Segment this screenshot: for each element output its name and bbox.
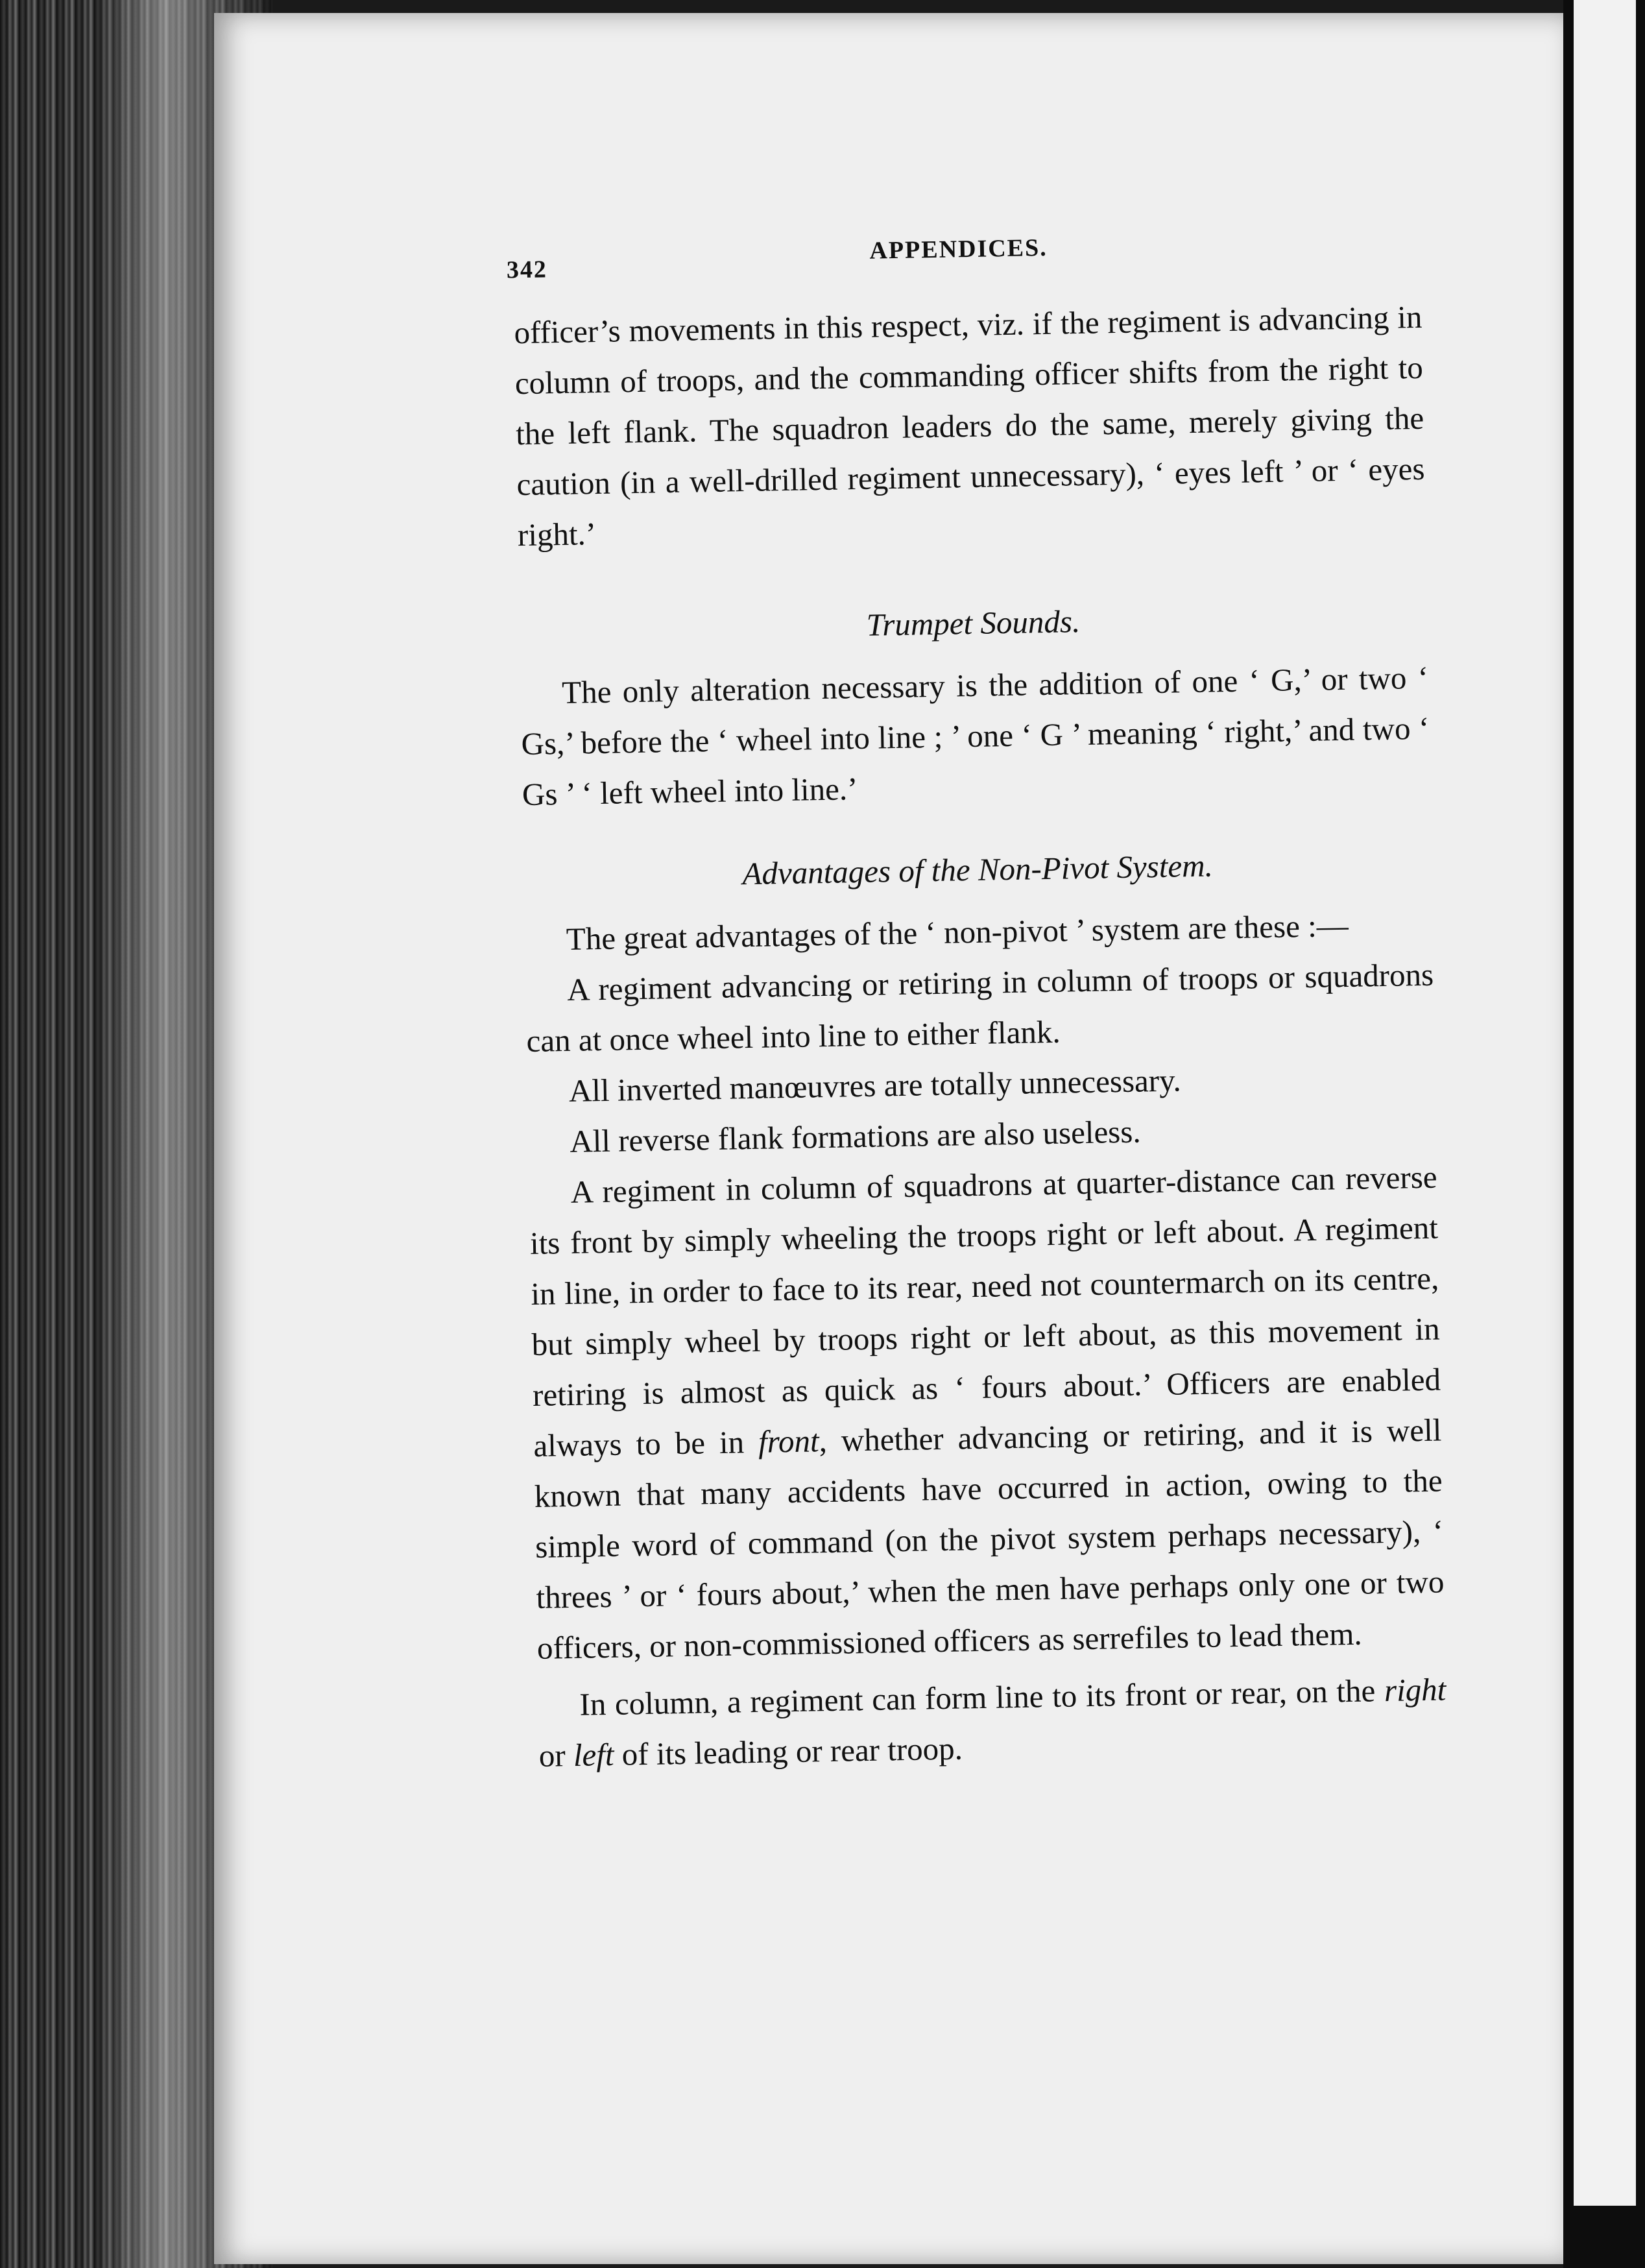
section-heading-advantages: Advantages of the Non-Pivot System. bbox=[742, 847, 1214, 892]
running-title: APPENDICES. bbox=[869, 234, 1048, 265]
paragraph bbox=[538, 1664, 1448, 1781]
paragraph: A regiment advancing or retiring in column of troops or squadrons can at once wheel into line to either flank. bbox=[526, 956, 1434, 1059]
page-number: 342 bbox=[506, 256, 548, 284]
italic-text: front bbox=[758, 1423, 820, 1460]
paragraph: officer’s movements in this respect, viz. if the regiment is advancing in column of troops, and the commanding officer shifts from the right to the left flank. The squadron leaders do the same, merely giving the caution (in a well-drilled regiment unnecessary), ‘ eyes left ’ or ‘ eyes right.’ bbox=[514, 298, 1425, 553]
body-text bbox=[514, 292, 1447, 1781]
section-heading-trumpet-sounds: Trumpet Sounds. bbox=[866, 603, 1081, 643]
text-run: A regiment in column of squadrons at quarter-distance can reverse its front by simply wheeling the troops right or left about. A regiment in line, in order to face to its rear, need not countermarch on its centre, but simply wheel by troops right or left about, as this movement in retiring is almost as quick as ‘ fours about.’ Officers are enabled always to be in bbox=[529, 1159, 1441, 1464]
facing-page-edge bbox=[1563, 0, 1645, 2268]
text-run: or bbox=[538, 1737, 574, 1774]
text-run: In column, a regiment can form line to its front or rear, on the bbox=[579, 1672, 1385, 1722]
italic-text: right bbox=[1384, 1671, 1447, 1709]
paragraph: All inverted manœuvres are totally unnecessary. bbox=[568, 1062, 1182, 1109]
text-run: of its leading or rear troop. bbox=[614, 1730, 963, 1772]
text-block bbox=[298, 220, 1493, 1785]
paragraph: The only alteration necessary is the addition of one ‘ G,’ or two ‘ Gs,’ before the ‘ wheel into line ; ’ one ‘ G ’ meaning ‘ right,’ and two ‘ Gs ’ ‘ left wheel into line.’ bbox=[521, 659, 1430, 813]
paragraph: The great advantages of the ‘ non-pivot ’ system are these :— bbox=[566, 907, 1349, 957]
paragraph bbox=[529, 1152, 1445, 1674]
text-run: , whether advancing or retiring, and it is well known that many accidents have occurred in action, owing to the simple word of command (on the pivot system perhaps necessary), ‘ threes ’ or ‘ fours about,’ when the men have perhaps only one or two officers, or non-commissioned officers as serrefiles to lead them. bbox=[534, 1412, 1445, 1666]
italic-text: left bbox=[573, 1736, 614, 1773]
paragraph: All reverse flank formations are also useless. bbox=[569, 1113, 1142, 1159]
